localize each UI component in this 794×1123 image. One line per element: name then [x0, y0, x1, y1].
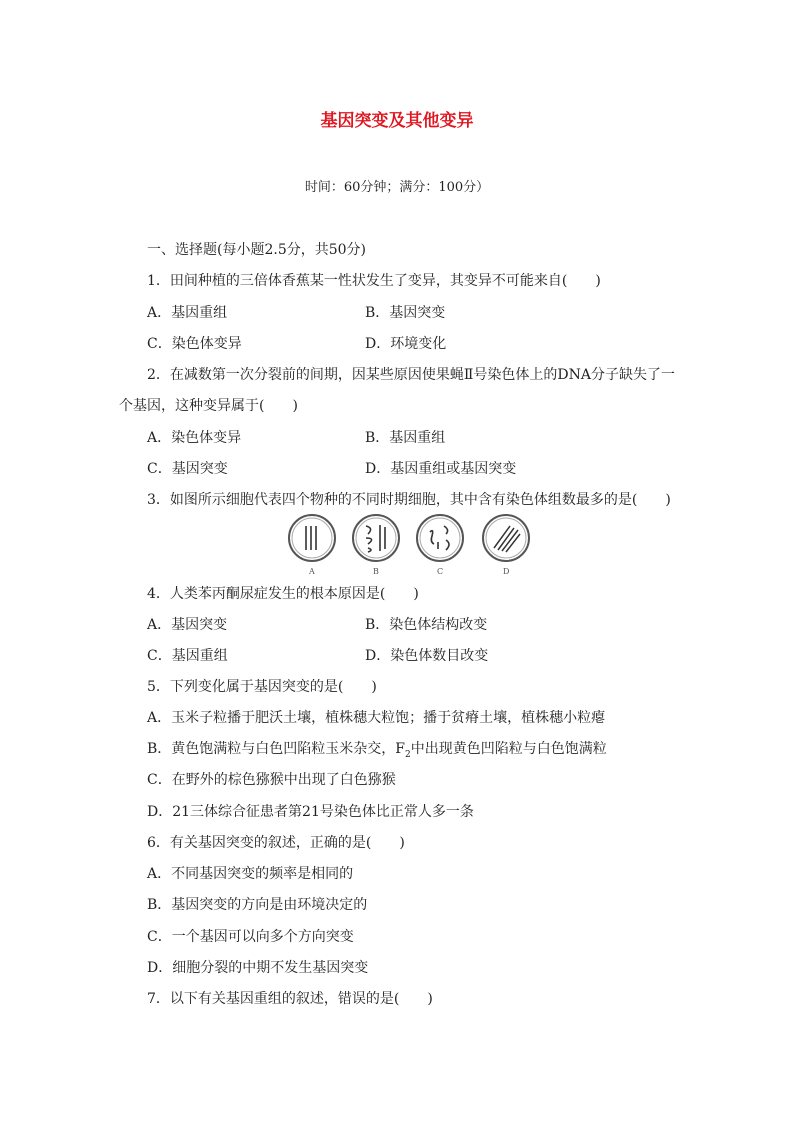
- cell-b-label: B: [373, 567, 379, 576]
- exam-meta: 时间：60分钟；满分：100分）: [304, 180, 490, 195]
- cell-a-label: A: [309, 567, 315, 576]
- q6-option-c: C．一个基因可以向多个方向突变: [147, 929, 354, 945]
- q6-option-a: A．不同基因突变的频率是相同的: [147, 866, 354, 882]
- q4-option-b: B．染色体结构改变: [365, 617, 488, 633]
- q6-option-d: D．细胞分裂的中期不发生基因突变: [147, 960, 369, 976]
- q4-option-a: A．基因突变: [147, 617, 228, 633]
- cell-c-label: C: [437, 567, 444, 576]
- q4-option-c: C．基因重组: [147, 648, 228, 664]
- question-2-stem: 2．在减数第一次分裂前的间期，因某些原因使果蝇Ⅱ号染色体上的DNA分子缺失了一: [147, 367, 676, 383]
- cell-a: [289, 515, 335, 561]
- q5-option-b: [147, 738, 607, 760]
- question-4-stem: 4．人类苯丙酮尿症发生的根本原因是( ): [147, 586, 419, 602]
- cell-d: [483, 515, 529, 561]
- section-heading: 一、选择题(每小题2.5分，共50分): [147, 242, 367, 258]
- q1-option-b: B．基因突变: [365, 305, 446, 321]
- q6-option-b: B．基因突变的方向是由环境决定的: [147, 897, 368, 913]
- q5-option-a: A．玉米子粒播于肥沃土壤，植株穗大粒饱；播于贫瘠土壤，植株穗小粒瘪: [147, 710, 606, 726]
- q1-option-a: A．基因重组: [147, 305, 228, 321]
- q5-option-b-post: 中出现黄色凹陷粒与白色饱满粒: [410, 741, 607, 757]
- page-title: 基因突变及其他变异: [320, 111, 474, 131]
- q2-option-c: C．基因突变: [147, 461, 228, 477]
- q1-option-c: C．染色体变异: [147, 336, 242, 352]
- cell-b: [353, 515, 399, 561]
- q5-option-b-sub: 2: [405, 749, 411, 760]
- cell-figure-svg: [286, 512, 536, 578]
- q2-option-b: B．基因重组: [365, 430, 446, 446]
- question-5-stem: 5．下列变化属于基因突变的是( ): [147, 679, 377, 695]
- q2-option-d: D．基因重组或基因突变: [365, 461, 517, 477]
- q1-option-d: D．环境变化: [365, 336, 447, 352]
- q2-option-a: A．染色体变异: [147, 430, 242, 446]
- question-1-stem: 1．田间种植的三倍体香蕉某一性状发生了变异，其变异不可能来自( ): [147, 273, 601, 289]
- question-6-stem: 6．有关基因突变的叙述，正确的是( ): [147, 835, 405, 851]
- question-2-stem-cont: 个基因，这种变异属于( ): [119, 398, 298, 414]
- cell-figure: [286, 512, 536, 578]
- question-3-stem: 3．如图所示细胞代表四个物种的不同时期细胞，其中含有染色体组数最多的是( ): [147, 492, 671, 508]
- cell-c: [417, 515, 463, 561]
- q5-option-b-pre: B．黄色饱满粒与白色凹陷粒玉米杂交，F: [147, 741, 406, 757]
- q5-option-c: C．在野外的棕色猕猴中出现了白色猕猴: [147, 772, 396, 788]
- q5-option-d: D．21三体综合征患者第21号染色体比正常人多一条: [147, 804, 474, 820]
- question-7-stem: 7．以下有关基因重组的叙述，错误的是( ): [147, 991, 433, 1007]
- q4-option-d: D．染色体数目改变: [365, 648, 489, 664]
- cell-d-label: D: [503, 567, 510, 576]
